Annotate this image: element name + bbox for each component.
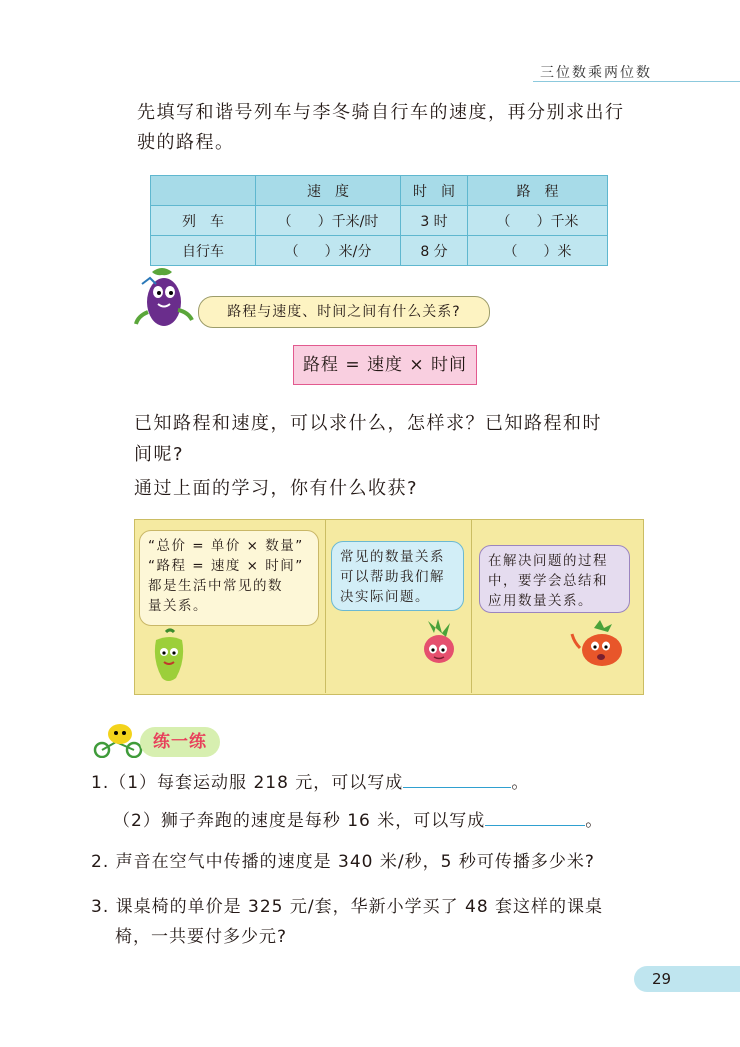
- table-header-cell: 速 度: [256, 176, 401, 206]
- speech-bubble-formulas: “总价 = 单价 × 数量” “路程 = 速度 × 时间” 都是生活中常见的数 量关系。: [139, 530, 319, 626]
- table-header-cell: [151, 176, 256, 206]
- time-cell: 3 时: [401, 206, 468, 236]
- distance-cell: （ ）千米: [468, 206, 608, 236]
- table-header-row: [151, 176, 608, 206]
- speed-cell: （ ）米/分: [256, 236, 401, 266]
- question-3-line-2: 椅，一共要付多少元?: [115, 927, 288, 947]
- practice-badge: 练一练: [140, 727, 220, 757]
- panel-divider: [325, 519, 326, 693]
- row-label: 自行车: [151, 236, 256, 266]
- question-bubble: 路程与速度、时间之间有什么关系?: [198, 296, 490, 328]
- table-header-cell: 时 间: [401, 176, 468, 206]
- intro-line-1: 先填写和谐号列车与李冬骑自行车的速度，再分别求出行: [137, 102, 625, 123]
- question-2: 2. 声音在空气中传播的速度是 340 米/秒，5 秒可传播多少米?: [91, 852, 595, 872]
- table-header-cell: 路 程: [468, 176, 608, 206]
- panel-divider: [471, 519, 472, 693]
- time-cell: 8 分: [401, 236, 468, 266]
- radish-character-icon: [414, 617, 464, 667]
- speed-cell: （ ）千米/时: [256, 206, 401, 236]
- speech-bubble-summary: 在解决问题的过程 中，要学会总结和 应用数量关系。: [479, 545, 630, 613]
- discussion-line-2: 间呢?: [134, 444, 185, 465]
- discussion-line-3: 通过上面的学习，你有什么收获?: [134, 478, 419, 499]
- header-rule: [533, 81, 740, 82]
- table-row: [151, 236, 608, 266]
- speech-bubble-relations: 常见的数量关系 可以帮助我们解 决实际问题。: [331, 541, 464, 611]
- distance-cell: （ ）米: [468, 236, 608, 266]
- speed-table: [150, 175, 608, 266]
- table-row: [151, 206, 608, 236]
- intro-line-2: 驶的路程。: [137, 132, 235, 153]
- discussion-line-1: 已知路程和速度，可以求什么，怎样求？已知路程和时: [134, 413, 602, 434]
- tomato-character-icon: [566, 618, 634, 674]
- green-pepper-character-icon: [146, 628, 192, 686]
- page-number: 29: [634, 966, 740, 992]
- answer-blank[interactable]: [485, 805, 585, 826]
- row-label: 列 车: [151, 206, 256, 236]
- eggplant-character-icon: [130, 262, 200, 334]
- formula-box: 路程 = 速度 × 时间: [293, 345, 477, 385]
- answer-blank[interactable]: [403, 767, 511, 788]
- question-3: 3. 课桌椅的单价是 325 元/套，华新小学买了 48 套这样的课桌: [91, 897, 604, 917]
- question-1: 1.（1）每套运动服 218 元，可以写成 。: [91, 767, 529, 798]
- chapter-title: 三位数乘两位数: [540, 65, 652, 81]
- question-1-part-2: （2）狮子奔跑的速度是每秒 16 米，可以写成 。: [113, 805, 603, 836]
